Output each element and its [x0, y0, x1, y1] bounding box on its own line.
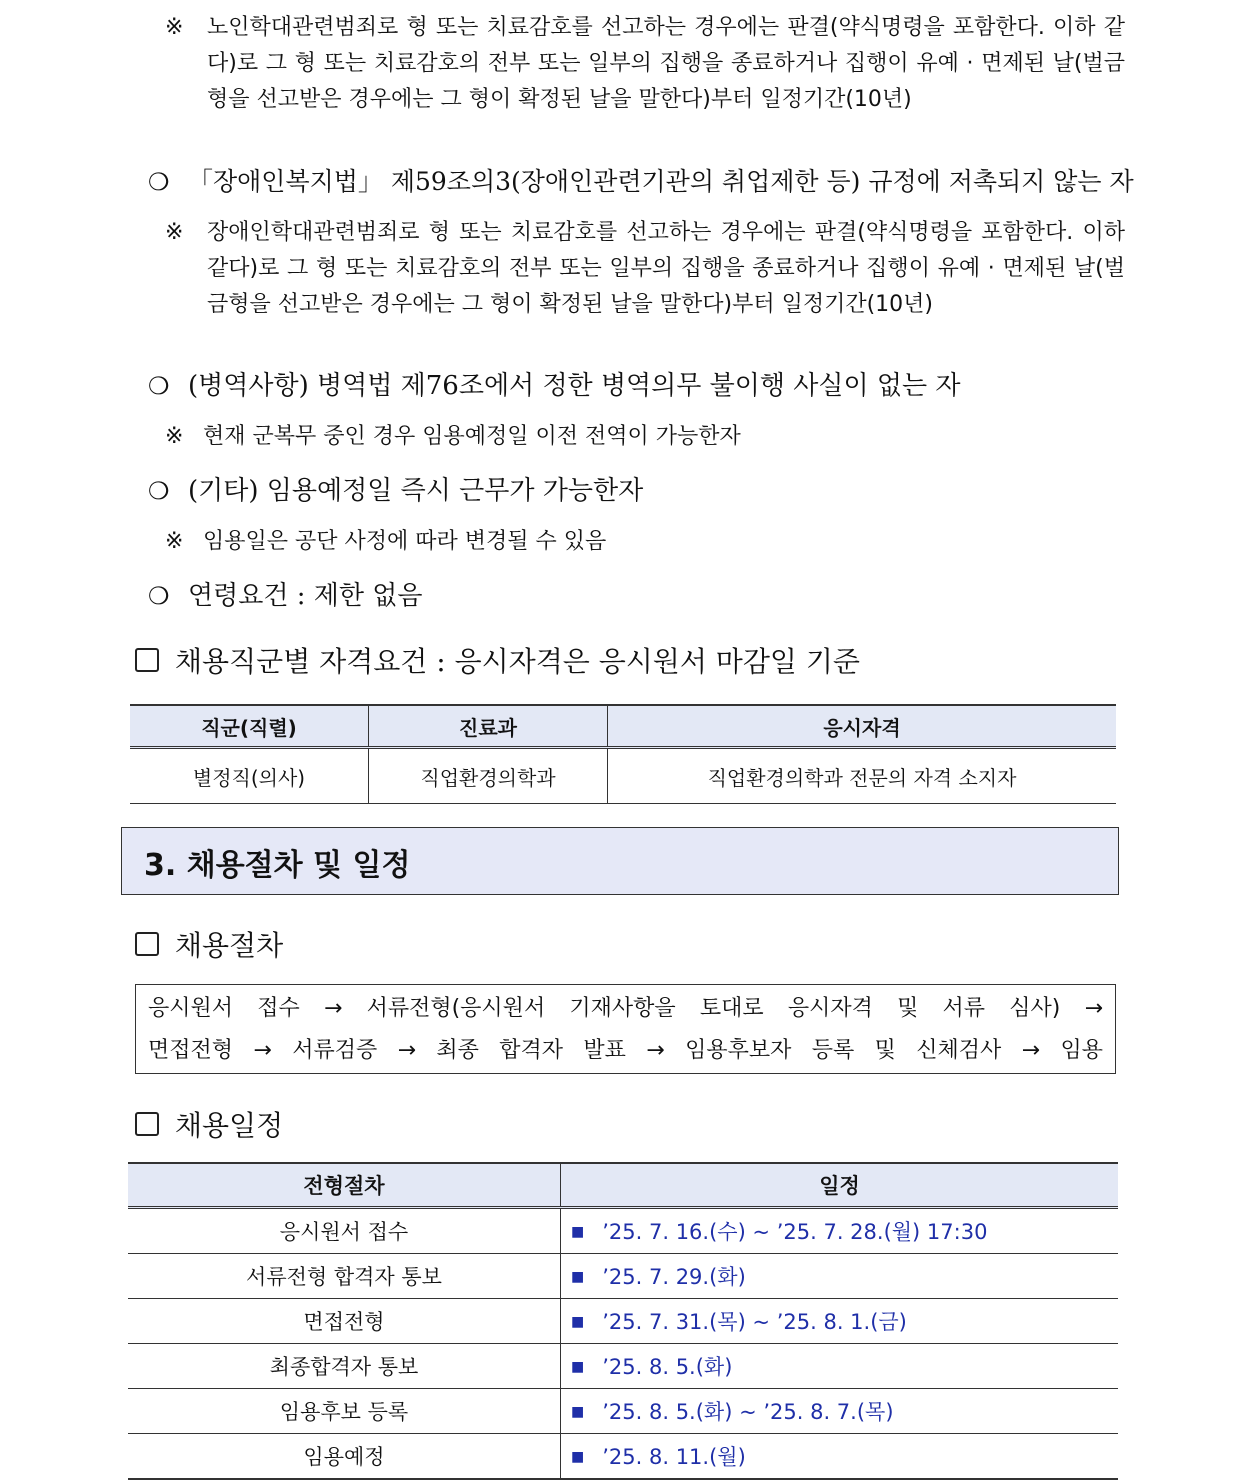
circle-bullet-icon: ❍	[148, 582, 170, 610]
process-heading-text: 채용절차	[175, 929, 284, 962]
disability-abuse-note-text: 장애인학대관련범죄로 형 또는 치료감호를 선고하는 경우에는 판결(약식명령을 포함한다. 이하 같다)로 그 형 또는 치료감호의 전부 또는 일부의 집행을 종료하거나 집행이 유예 · 면제된 날(벌금형을 선고받은 경우에는 그 형이 확정된 날을 말한다)부터 일정기간(10년)	[207, 220, 1125, 317]
schedule-table	[128, 1162, 1118, 1480]
qualification-heading-text: 채용직군별 자격요건 : 응시자격은 응시원서 마감일 기준	[175, 645, 860, 678]
age-item	[148, 576, 422, 616]
table-cell: 직업환경의학과	[369, 748, 608, 804]
square-bullet-icon: ■	[571, 1269, 585, 1285]
table-header-row	[128, 1163, 1118, 1208]
schedule-step: 최종합격자 통보	[128, 1344, 561, 1389]
military-note-text: 현재 군복무 중인 경우 임용예정일 이전 전역이 가능한자	[203, 424, 741, 449]
table-row	[130, 748, 1116, 804]
disability-abuse-note	[165, 215, 1125, 323]
circle-bullet-icon: ❍	[148, 168, 170, 196]
table-row	[128, 1254, 1118, 1299]
column-header: 전형절차	[128, 1163, 561, 1208]
note-mark: ※	[165, 15, 184, 40]
etc-text: (기타) 임용예정일 즉시 근무가 가능한자	[188, 476, 644, 506]
table-cell: 별정직(의사)	[130, 748, 369, 804]
schedule-date-cell	[561, 1389, 1119, 1434]
table-row	[128, 1344, 1118, 1389]
schedule-step: 서류전형 합격자 통보	[128, 1254, 561, 1299]
square-bullet-icon	[135, 648, 159, 672]
column-header: 일정	[561, 1163, 1119, 1208]
schedule-date: ’25. 7. 29.(화)	[602, 1265, 746, 1289]
process-line-1: 응시원서 접수 → 서류전형(응시원서 기재사항을 토대로 응시자격 및 서류 심사) →	[148, 996, 1103, 1021]
military-item	[148, 366, 961, 406]
elder-abuse-note	[165, 10, 1125, 118]
square-bullet-icon: ■	[571, 1314, 585, 1330]
appointment-note	[165, 524, 1125, 560]
section-3-title: 3. 채용절차 및 일정	[144, 848, 411, 883]
section-3-banner	[121, 827, 1119, 895]
military-text: (병역사항) 병역법 제76조에서 정한 병역의무 불이행 사실이 없는 자	[188, 371, 961, 401]
disability-law-item	[148, 162, 1134, 202]
schedule-heading-text: 채용일정	[175, 1109, 284, 1142]
schedule-heading	[135, 1106, 283, 1146]
schedule-date: ’25. 8. 5.(화)	[602, 1355, 733, 1379]
schedule-date-cell	[561, 1254, 1119, 1299]
table-row	[128, 1299, 1118, 1344]
appointment-note-text: 임용일은 공단 사정에 따라 변경될 수 있음	[203, 529, 607, 554]
schedule-date: ’25. 7. 31.(목) ~ ’25. 8. 1.(금)	[602, 1310, 907, 1334]
process-line-2: 면접전형 → 서류검증 → 최종 합격자 발표 → 임용후보자 등록 및 신체검사 → 임용	[148, 1038, 1103, 1063]
qualification-table	[130, 704, 1116, 804]
schedule-date: ’25. 8. 5.(화) ~ ’25. 8. 7.(목)	[602, 1400, 894, 1424]
process-heading	[135, 926, 283, 966]
schedule-date-cell	[561, 1344, 1119, 1389]
table-header-row	[130, 705, 1116, 748]
table-row	[128, 1389, 1118, 1434]
schedule-date: ’25. 7. 16.(수) ~ ’25. 7. 28.(월) 17:30	[602, 1220, 988, 1244]
table-row	[128, 1434, 1118, 1480]
schedule-date-cell	[561, 1299, 1119, 1344]
schedule-date: ’25. 8. 11.(월)	[602, 1445, 746, 1469]
schedule-date-cell	[561, 1434, 1119, 1480]
square-bullet-icon: ■	[571, 1449, 585, 1465]
column-header: 응시자격	[608, 705, 1117, 748]
disability-law-text: 「장애인복지법」 제59조의3(장애인관련기관의 취업제한 등) 규정에 저촉되지 않는 자	[188, 167, 1134, 196]
schedule-step: 임용예정	[128, 1434, 561, 1480]
process-box	[135, 984, 1116, 1074]
column-header: 직군(직렬)	[130, 705, 369, 748]
age-text: 연령요건 : 제한 없음	[188, 581, 423, 611]
table-cell: 직업환경의학과 전문의 자격 소지자	[608, 748, 1117, 804]
note-mark: ※	[165, 220, 184, 245]
schedule-date-cell	[561, 1208, 1119, 1254]
schedule-step: 응시원서 접수	[128, 1208, 561, 1254]
elder-abuse-note-text: 노인학대관련범죄로 형 또는 치료감호를 선고하는 경우에는 판결(약식명령을 포함한다. 이하 같다)로 그 형 또는 치료감호의 전부 또는 일부의 집행을 종료하거나 집행이 유예 · 면제된 날(벌금형을 선고받은 경우에는 그 형이 확정된 날을 말한다)부터 일정기간(10년)	[207, 15, 1125, 112]
qualification-heading	[135, 642, 860, 682]
square-bullet-icon: ■	[571, 1404, 585, 1420]
circle-bullet-icon: ❍	[148, 477, 170, 505]
schedule-step: 임용후보 등록	[128, 1389, 561, 1434]
column-header: 진료과	[369, 705, 608, 748]
table-row	[128, 1208, 1118, 1254]
schedule-step: 면접전형	[128, 1299, 561, 1344]
square-bullet-icon: ■	[571, 1224, 585, 1240]
military-note	[165, 419, 1125, 455]
square-bullet-icon	[135, 1112, 159, 1136]
circle-bullet-icon: ❍	[148, 372, 170, 400]
note-mark: ※	[165, 424, 184, 449]
square-bullet-icon: ■	[571, 1359, 585, 1375]
square-bullet-icon	[135, 932, 159, 956]
etc-item	[148, 471, 643, 511]
note-mark: ※	[165, 529, 184, 554]
